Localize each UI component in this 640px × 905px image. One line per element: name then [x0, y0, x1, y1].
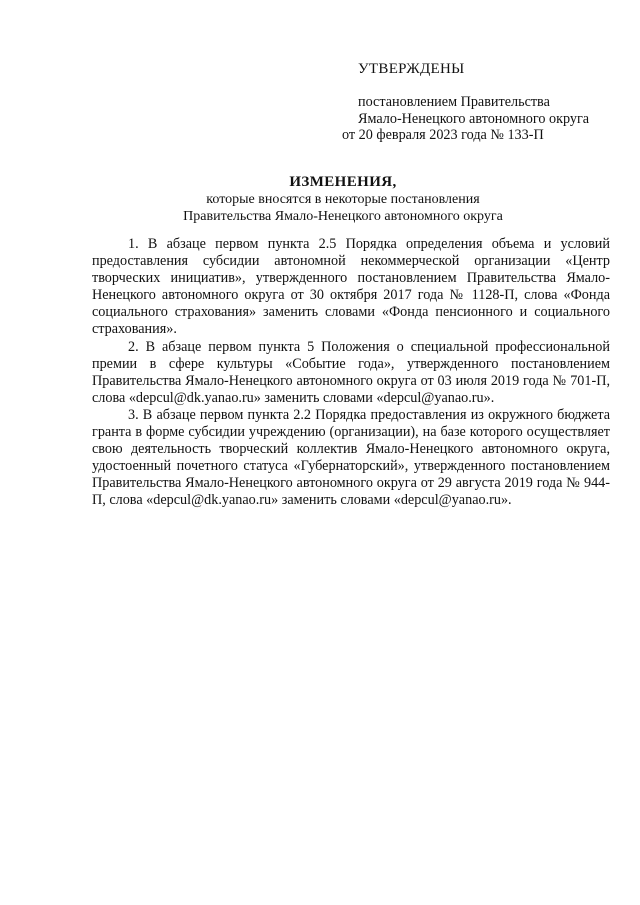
approved-heading: УТВЕРЖДЕНЫ [358, 61, 465, 77]
paragraph-3: 3. В абзаце первом пункта 2.2 Порядка предоставления из окружного бюджета гранта в форме субсидии учреждению (организации), на базе которого осуществляет свою деятельность творческий коллектив Ямало-Ненецкого автономного округа, удостоенный почетного статуса «Губернаторский», утвержденного постановлением Правительства Ямало-Ненецкого автономного округа от 29 августа 2019 года № 944-П, слова «depcul@dk.yanao.ru» заменить словами «depcul@yanao.ru». [92, 406, 610, 509]
document-heading [0, 173, 640, 225]
paragraph-1: 1. В абзаце первом пункта 2.5 Порядка определения объема и условий предоставления субсидии автономной некоммерческой организации «Центр творческих инициатив», утвержденного постановлением Правительства Ямало-Ненецкого автономного округа от 30 октября 2017 года № 1128-П, слова «Фонда социального страхования» заменить словами «Фонда пенсионного и социального страхования». [92, 236, 610, 338]
approval-line-2: Ямало-Ненецкого автономного округа [358, 111, 590, 127]
approval-line-3: от 20 февраля 2023 года № 133-П [342, 127, 544, 143]
document-body [92, 236, 610, 510]
document-title: ИЗМЕНЕНИЯ, [289, 174, 397, 190]
approval-line-1: постановлением Правительства [358, 94, 550, 110]
paragraph-2: 2. В абзаце первом пункта 5 Положения о специальной профессиональной премии в сфере культуры «Событие года», утвержденного постановлением Правительства Ямало-Ненецкого автономного округа от 03 июля 2019 года № 701-П, слова «depcul@dk.yanao.ru» заменить словами «depcul@yanao.ru». [92, 338, 610, 406]
document-subtitle-line-2: Правительства Ямало-Ненецкого автономного округа [183, 209, 503, 224]
document-subtitle-line-1: которые вносятся в некоторые постановления [206, 192, 480, 207]
